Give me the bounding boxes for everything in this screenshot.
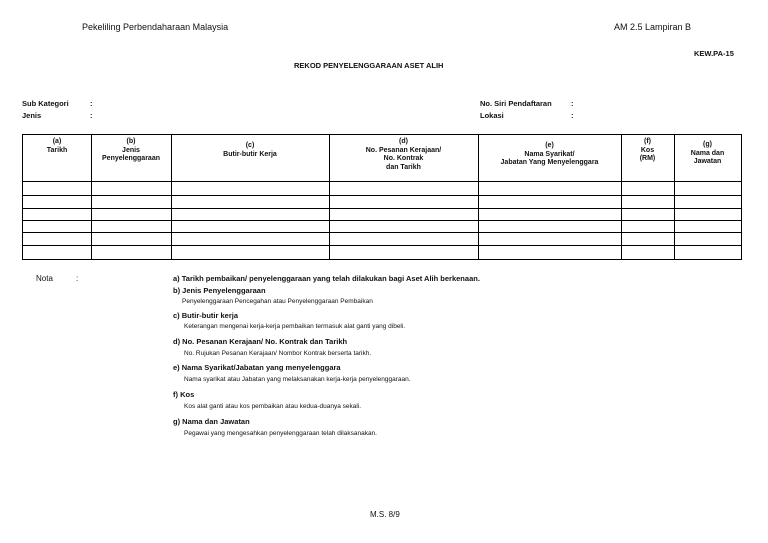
header-appendix: AM 2.5 Lampiran B: [614, 22, 692, 32]
column-header-kos: (f) Kos (RM): [639, 138, 656, 162]
column-header-no-pesanan: (d) No. Pesanan Kerajaan/ No. Kontrak dan Tarikh: [365, 138, 442, 171]
nota-c-desc: Keterangan mengenai kerja-kerja pembaikan termasuk alat ganti yang dibeli.: [184, 323, 406, 330]
nota-f-desc: Kos alat ganti atau kos pembaikan atau kedua-duanya sekali.: [184, 403, 362, 410]
field-colon: :: [90, 99, 93, 108]
nota-d-title: d) No. Pesanan Kerajaan/ No. Kontrak dan Tarikh: [173, 337, 348, 346]
header-publication: Pekeliling Perbendaharaan Malaysia: [82, 22, 229, 32]
form-code: KEW.PA-15: [694, 49, 734, 58]
nota-a: a) Tarikh pembaikan/ penyelenggaraan yang telah dilakukan bagi Aset Alih berkenaan.: [173, 274, 480, 283]
field-colon: :: [90, 111, 93, 120]
page-number: M.S. 8/9: [370, 510, 400, 519]
field-label-sub-kategori: Sub Kategori: [22, 99, 69, 108]
nota-b-desc: Penyelenggaraan Pencegahan atau Penyelenggaraan Pembaikan: [182, 298, 373, 305]
page-title: REKOD PENYELENGGARAAN ASET ALIH: [294, 61, 444, 70]
nota-e-desc: Nama syarikat atau Jabatan yang melaksanakan kerja-kerja penyelenggaraan.: [184, 376, 411, 383]
nota-c-title: c) Butir-butir kerja: [173, 311, 239, 320]
column-header-nama-jawatan: (g) Nama dan Jawatan: [690, 141, 725, 165]
column-header-butir-kerja: (c) Butir-butir Kerja: [223, 142, 277, 158]
field-label-jenis: Jenis: [22, 111, 42, 120]
nota-d-desc: No. Rujukan Pesanan Kerajaan/ Nombor Kontrak berserta tarikh.: [184, 350, 372, 357]
nota-g-desc: Pegawai yang mengesahkan penyelenggaraan telah dilaksanakan.: [184, 430, 377, 437]
field-label-lokasi: Lokasi: [480, 111, 504, 120]
column-header-nama-syarikat: (e) Nama Syarikat/ Jabatan Yang Menyelenggara: [500, 142, 599, 166]
nota-b-title: b) Jenis Penyelenggaraan: [173, 286, 266, 295]
nota-label: Nota: [36, 274, 53, 283]
field-colon: :: [571, 99, 574, 108]
nota-colon: :: [76, 274, 79, 283]
nota-e-title: e) Nama Syarikat/Jabatan yang menyelenggara: [173, 363, 341, 372]
nota-f-title: f) Kos: [173, 390, 195, 399]
column-header-jenis: (b) Jenis Penyelenggaraan: [102, 138, 160, 162]
column-header-tarikh: (a) Tarikh: [46, 138, 68, 154]
field-label-no-siri: No. Siri Pendaftaran: [480, 99, 552, 108]
nota-g-title: g) Nama dan Jawatan: [173, 417, 250, 426]
field-colon: :: [571, 111, 574, 120]
